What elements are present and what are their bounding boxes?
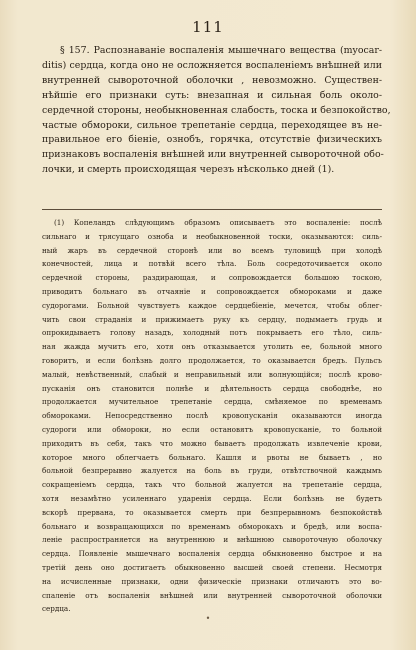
- footnote-line: леніе распространяется на внутреннюю и внѣшнюю сывороточную оболочку: [42, 535, 382, 545]
- footnote-line: третій день оно достигаетъ обыкновенно высшей своей степени. Несмотря: [42, 562, 382, 572]
- footnote-line: ная жажда мучитъ его, хотя онъ отказывается утолить ее, больной много: [42, 342, 382, 352]
- ornament-dot: •: [205, 614, 211, 623]
- footnote-line: чить свои страданія и прижимаетъ руку къ сердцу, подымаетъ грудь и: [42, 314, 382, 324]
- footnote-line: сердца. Появленіе мышечнаго воспаленія сердца обыкновенно быстрое и на: [42, 549, 382, 559]
- page-number: 111: [192, 18, 224, 36]
- footnote-line: приводитъ больнаго въ отчаяніе и сопровождается обмороками и даже: [42, 286, 382, 296]
- footnote-line: конечностей, лица и потвѣй всего тѣла. Боль сосредоточивается около: [42, 259, 382, 269]
- footnote-line: сердца.: [42, 604, 71, 614]
- main-line: § 157. Распознаваніе воспаленія мышечнаго вещества (myocar-: [60, 45, 382, 56]
- footnote-line: приходитъ въ себя, такъ что можно бываетъ продолжать извлеченіе крови,: [42, 438, 382, 448]
- main-paragraph: [42, 44, 391, 178]
- footnote-line: (1) Копеландъ слѣдующимъ образомъ описываетъ это воспаленіе: послѣ: [54, 218, 382, 227]
- main-line: признаковъ воспаленія внѣшней или внутренней сывороточной обо-: [42, 149, 384, 161]
- footnote-line: продолжается мучительное трепетаніе сердца, смѣняемое по временамъ: [42, 397, 382, 407]
- footnote-line: на исчисленные признаки, одни физическіе признаки отличаютъ это во-: [42, 576, 382, 586]
- main-line: нѣйшіе его признаки суть: внезапная и сильная боль около-: [42, 89, 382, 101]
- main-line: сердечной стороны, необыкновенная слабость, тоска и безпокойство,: [42, 104, 391, 116]
- footnote-line: спаленіе отъ воспаленія внѣшней или внутренней сывороточной оболочки: [42, 590, 382, 600]
- footnote-line: опрокидываетъ голову назадъ, холодный потъ покрываетъ его тѣло, силь-: [42, 328, 382, 338]
- footnote-line: больной безпрерывно жалуется на боль въ груди, отвѣтствочной каждымъ: [42, 466, 382, 476]
- footnote-line: ный жаръ въ сердечной сторонѣ или во всемъ туловищѣ при холодѣ: [42, 245, 382, 255]
- main-line: правильное его біеніе, ознобъ, горячка, отсутствіе физическихъ: [42, 134, 382, 146]
- footnote-line: больнаго и возвращающихся по временамъ обморокахъ и бредѣ, или воспа-: [42, 521, 382, 531]
- footnote: [42, 216, 382, 616]
- footnote-line: говоритъ, и если болѣзнь долго продолжается, то оказывается бредъ. Пульсъ: [42, 355, 382, 365]
- footnote-line: пусканія онъ становится полнѣе и дѣятельность сердца свободнѣе, но: [42, 383, 382, 393]
- main-line: внутренней сывороточной оболочки , невозможно. Существен-: [42, 74, 382, 86]
- footnote-line: сердечной стороны, раздирающая, и сопровождается большою тоскою,: [42, 273, 382, 283]
- footnote-line: судорогами. Больной чувствуетъ каждое сердцебіеніе, мечется, чтобы облег-: [42, 300, 382, 310]
- footnote-line: сильнаго и трясущаго озноба и необыкновенной тоски, оказываются: силь-: [42, 231, 382, 241]
- footnote-line: которое много облегчаетъ больнаго. Кашля и рвоты не бываетъ , но: [42, 452, 382, 462]
- footnote-line: судороги или обмороки, но если остановятъ кровопусканіе, то больной: [42, 424, 382, 434]
- main-line: ditis) сердца, когда оно не осложняется воспаленіемъ внѣшней или: [42, 59, 382, 71]
- footnote-line: вскорѣ прервана, то оказывается смерть при безпрерывномъ безпокойствѣ: [42, 507, 382, 517]
- main-line: частые обмороки, сильное трепетаніе сердца, переходящее въ не-: [42, 119, 382, 131]
- footnote-divider: [42, 209, 382, 210]
- footnote-line: обмороками. Непосредственно послѣ кровопусканія оказываются иногда: [42, 411, 382, 421]
- main-line: лочки, и смерть происходящая черезъ нѣсколько дней (1).: [42, 164, 335, 176]
- footnote-line: хотя незамѣтно усиленнаго ударенія сердца. Если болѣзнь не будетъ: [42, 493, 382, 503]
- footnote-line: малый, невѣственный, слабый и неправильный или волнующійся; послѣ крово-: [42, 369, 382, 379]
- footnote-line: сокращеніемъ сердца, такъ что больной жалуется на трепетаніе сердца,: [42, 480, 382, 490]
